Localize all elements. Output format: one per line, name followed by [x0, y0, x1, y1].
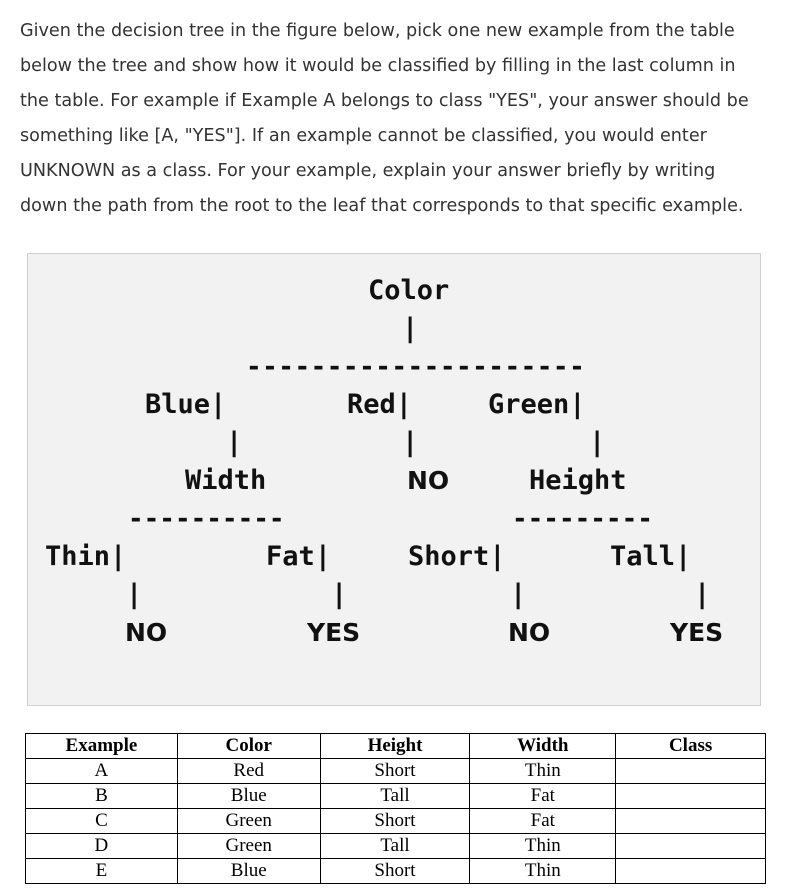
cell-example: D	[26, 834, 178, 859]
cell-height: Tall	[320, 784, 470, 809]
cell-example: E	[26, 859, 178, 884]
table-row	[26, 834, 766, 859]
tree-leaf-short-no: NO	[508, 618, 551, 647]
cell-color: Green	[177, 809, 320, 834]
tree-leaf-fat-yes: YES	[307, 618, 361, 647]
header-color: Color	[177, 734, 320, 759]
table-row	[26, 784, 766, 809]
question-line: Given the decision tree in the figure below, pick one new example from the table	[20, 21, 735, 41]
tree-pipe: |	[226, 427, 243, 458]
tree-pipe: |	[126, 579, 143, 610]
cell-color: Red	[177, 759, 320, 784]
tree-node-height: Height	[529, 465, 627, 496]
cell-width: Thin	[470, 834, 616, 859]
question-line: down the path from the root to the leaf that corresponds to that specific example.	[20, 196, 744, 216]
tree-pipe: |	[694, 579, 711, 610]
question-text	[20, 14, 780, 224]
tree-branch-fat: Fat|	[266, 541, 332, 572]
tree-branch-tall: Tall|	[610, 541, 692, 572]
header-example: Example	[26, 734, 178, 759]
tree-node-width: Width	[185, 465, 267, 496]
question-line: the table. For example if Example A belongs to class "YES", your answer should be	[20, 91, 749, 111]
tree-root-color: Color	[368, 275, 450, 306]
tree-leaf-tall-yes: YES	[670, 618, 724, 647]
cell-width: Thin	[470, 859, 616, 884]
tree-leaf-thin-no: NO	[125, 618, 168, 647]
cell-example: A	[26, 759, 178, 784]
tree-branch-green: Green|	[488, 389, 586, 420]
tree-pipe: |	[402, 427, 419, 458]
tree-pipe: |	[402, 313, 419, 344]
tree-branch-red: Red|	[347, 389, 413, 420]
tree-leaf-red-no: NO	[407, 466, 450, 495]
tree-dashes-right: ---------	[512, 504, 653, 534]
cell-class[interactable]	[616, 759, 766, 784]
decision-tree-figure	[27, 253, 761, 706]
table-header-row	[26, 734, 766, 759]
cell-color: Green	[177, 834, 320, 859]
examples-table	[25, 733, 766, 884]
tree-branch-short: Short|	[408, 541, 506, 572]
tree-pipe: |	[589, 427, 606, 458]
tree-branch-blue: Blue|	[145, 389, 227, 420]
cell-height: Short	[320, 809, 470, 834]
question-line: below the tree and show how it would be classified by filling in the last column in	[20, 56, 736, 76]
cell-color: Blue	[177, 859, 320, 884]
tree-pipe: |	[510, 579, 527, 610]
cell-class[interactable]	[616, 834, 766, 859]
cell-example: C	[26, 809, 178, 834]
cell-color: Blue	[177, 784, 320, 809]
header-class: Class	[616, 734, 766, 759]
cell-class[interactable]	[616, 809, 766, 834]
cell-width: Fat	[470, 809, 616, 834]
tree-pipe: |	[331, 579, 348, 610]
tree-dashes-left: ----------	[128, 504, 285, 534]
cell-height: Short	[320, 759, 470, 784]
cell-height: Tall	[320, 834, 470, 859]
cell-example: B	[26, 784, 178, 809]
table-row	[26, 809, 766, 834]
table-row	[26, 759, 766, 784]
cell-class[interactable]	[616, 784, 766, 809]
question-line: something like [A, "YES"]. If an example cannot be classified, you would enter	[20, 126, 707, 146]
cell-width: Fat	[470, 784, 616, 809]
question-line: UNKNOWN as a class. For your example, explain your answer briefly by writing	[20, 161, 716, 181]
tree-branch-thin: Thin|	[45, 541, 127, 572]
cell-width: Thin	[470, 759, 616, 784]
header-height: Height	[320, 734, 470, 759]
tree-dashes-top: ---------------------	[246, 352, 586, 382]
cell-height: Short	[320, 859, 470, 884]
table-row	[26, 859, 766, 884]
header-width: Width	[470, 734, 616, 759]
cell-class[interactable]	[616, 859, 766, 884]
